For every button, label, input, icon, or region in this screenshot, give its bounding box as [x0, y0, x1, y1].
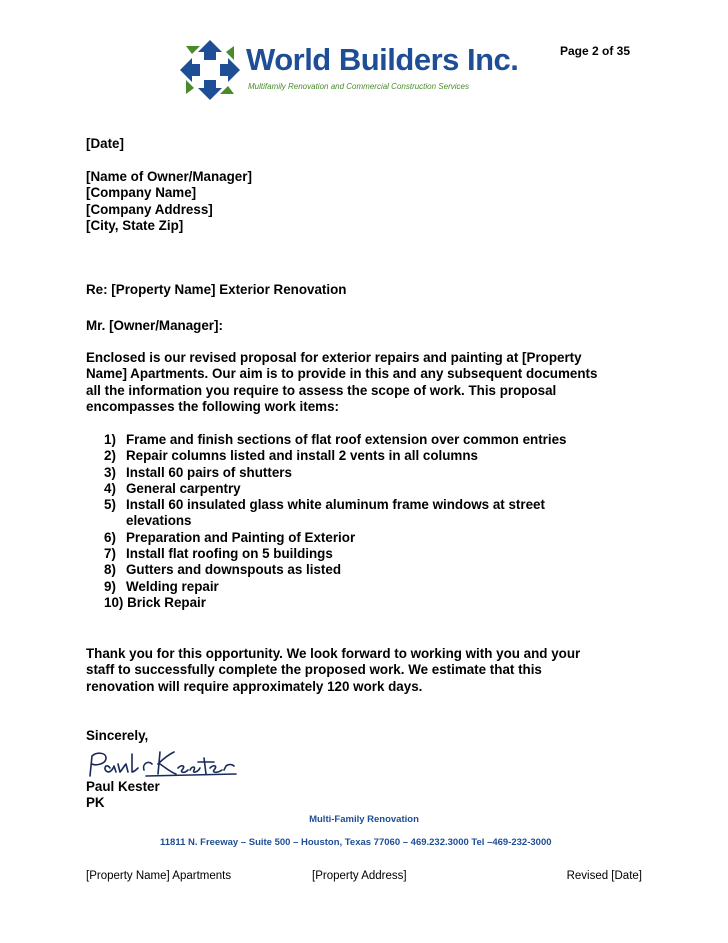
item-number: 7)	[104, 546, 116, 562]
paragraph-line: all the information you require to assess the scope of work. This proposal	[86, 382, 557, 398]
item-number: 5)	[104, 497, 116, 513]
signer-name: Paul Kester	[86, 779, 160, 794]
paragraph-line: encompasses the following work items:	[86, 398, 339, 414]
list-item	[104, 497, 624, 530]
item-number: 2)	[104, 448, 116, 464]
logo-emblem-icon	[178, 38, 242, 102]
item-number: 1)	[104, 432, 116, 447]
address-line: [City, State Zip]	[86, 217, 184, 233]
address-line: [Company Address]	[86, 201, 213, 217]
item-text: Frame and finish sections of flat roof extension over common entries	[126, 432, 567, 447]
work-items-list	[104, 432, 624, 611]
closing-paragraph	[86, 646, 646, 695]
item-number: 3)	[104, 464, 116, 480]
item-number: 6)	[104, 529, 116, 545]
handwritten-signature	[86, 748, 238, 780]
address-line: [Name of Owner/Manager]	[86, 169, 252, 184]
logo-wordmark: World Builders Inc.	[246, 42, 519, 77]
paragraph-line: staff to successfully complete the proposed work. We estimate that this	[86, 662, 542, 678]
paragraph-line: Enclosed is our revised proposal for exterior repairs and painting at [Property	[86, 350, 582, 365]
signer-initials: PK	[86, 795, 105, 811]
signer-block	[86, 779, 646, 812]
item-number: 4)	[104, 480, 116, 496]
item-text: Brick Repair	[127, 594, 206, 610]
item-text: Install 60 insulated glass white aluminum frame windows at street elevations	[126, 497, 545, 529]
item-text: Welding repair	[126, 578, 219, 594]
address-line: [Company Name]	[86, 185, 197, 201]
footer-division: Multi-Family Renovation	[309, 814, 419, 825]
list-item	[104, 448, 624, 464]
item-text: Gutters and downspouts as listed	[126, 562, 342, 578]
list-item	[104, 562, 624, 578]
item-number: 9)	[104, 578, 116, 594]
letter-date: [Date]	[86, 136, 124, 151]
list-item	[104, 595, 624, 611]
footer-property-name: [Property Name] Apartments	[86, 870, 232, 882]
footer-company-address: 11811 N. Freeway – Suite 500 – Houston, Texas 77060 – 469.232.3000 Tel –469-232-3000	[160, 837, 552, 848]
logo-tagline: Multifamily Renovation and Commercial Construction Services	[248, 82, 469, 91]
salutation: Mr. [Owner/Manager]:	[86, 318, 223, 333]
list-item	[104, 546, 624, 562]
item-number: 10)	[104, 594, 124, 610]
page-number: Page 2 of 35	[560, 44, 631, 58]
item-text: General carpentry	[126, 480, 241, 496]
item-text: Install flat roofing on 5 buildings	[126, 546, 333, 562]
item-text: Preparation and Painting of Exterior	[126, 529, 356, 545]
list-item	[104, 432, 624, 448]
item-number: 8)	[104, 562, 116, 578]
footer-property-address: [Property Address]	[312, 870, 407, 882]
item-text: Repair columns listed and install 2 vents in all columns	[126, 448, 478, 464]
list-item	[104, 530, 624, 546]
signoff: Sincerely,	[86, 728, 149, 743]
company-logo	[176, 36, 519, 106]
list-item	[104, 579, 624, 595]
recipient-address	[86, 169, 646, 234]
paragraph-line: Thank you for this opportunity. We look forward to working with you and your	[86, 646, 581, 661]
paragraph-line: Name] Apartments. Our aim is to provide in this and any subsequent documents	[86, 366, 598, 382]
list-item	[104, 481, 624, 497]
intro-paragraph	[86, 350, 646, 415]
list-item	[104, 465, 624, 481]
subject-line: Re: [Property Name] Exterior Renovation	[86, 282, 347, 297]
paragraph-line: renovation will require approximately 120 work days.	[86, 678, 423, 694]
item-text: Install 60 pairs of shutters	[126, 464, 292, 480]
footer-revised-date: Revised [Date]	[566, 870, 642, 882]
